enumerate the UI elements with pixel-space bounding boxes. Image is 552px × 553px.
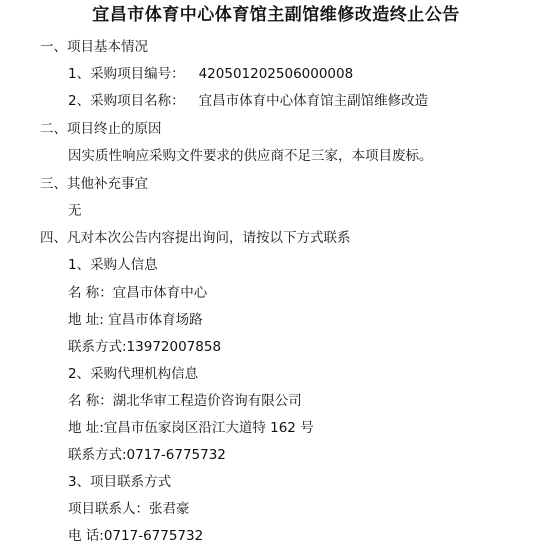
purchaser-name: 名 称：宜昌市体育中心 bbox=[68, 285, 208, 301]
project-contact-heading: 3、项目联系方式 bbox=[68, 474, 172, 490]
document-title: 宜昌市体育中心体育馆主副馆维修改造终止公告 bbox=[92, 5, 460, 25]
project-number-label: 1、采购项目编号： bbox=[68, 66, 185, 82]
agency-name: 名 称：湖北华审工程造价咨询有限公司 bbox=[68, 393, 302, 409]
project-name-row bbox=[68, 91, 428, 111]
project-contact-person: 项目联系人：张君豪 bbox=[68, 501, 190, 517]
section-2-heading: 二、项目终止的原因 bbox=[40, 121, 162, 137]
project-contact-phone: 电 话:0717-6775732 bbox=[68, 528, 204, 544]
section-1-heading: 一、项目基本情况 bbox=[40, 39, 148, 55]
termination-reason-text: 因实质性响应采购文件要求的供应商不足三家，本项目废标。 bbox=[68, 148, 433, 164]
purchaser-contact: 联系方式:13972007858 bbox=[68, 339, 222, 355]
project-name-value: 宜昌市体育中心体育馆主副馆维修改造 bbox=[198, 93, 429, 109]
agency-contact: 联系方式:0717-6775732 bbox=[68, 447, 226, 463]
agency-address: 地 址:宜昌市伍家岗区沿江大道特 162 号 bbox=[68, 420, 314, 436]
purchaser-heading: 1、采购人信息 bbox=[68, 257, 158, 273]
section-4-heading: 四、凡对本次公告内容提出询问，请按以下方式联系 bbox=[40, 230, 351, 246]
section-3-heading: 三、其他补充事宜 bbox=[40, 176, 148, 192]
project-name-label: 2、采购项目名称： bbox=[68, 93, 185, 109]
supplementary-text: 无 bbox=[68, 203, 82, 219]
agency-heading: 2、采购代理机构信息 bbox=[68, 366, 199, 382]
project-number-row bbox=[68, 64, 353, 84]
project-number-value: 420501202506000008 bbox=[198, 66, 354, 82]
purchaser-address: 地 址: 宜昌市体育场路 bbox=[68, 312, 203, 328]
